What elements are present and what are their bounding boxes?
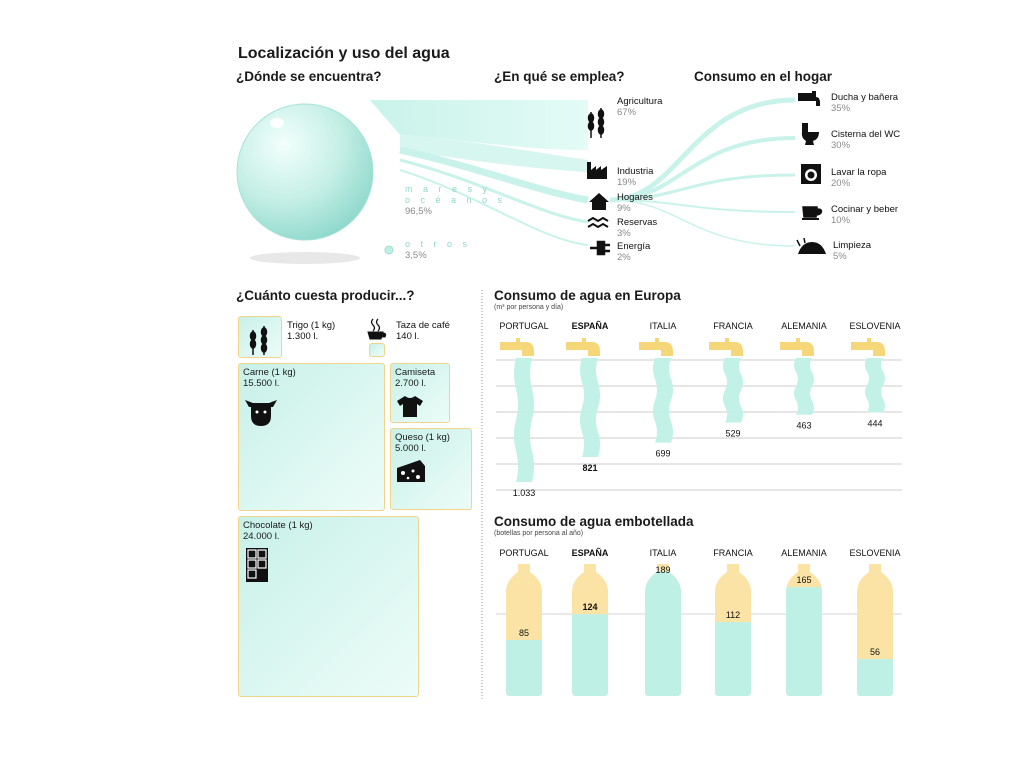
oceans-label-2: o c é a n o s [405, 195, 507, 205]
value-label: 165 [796, 575, 812, 586]
water-stream-bar [580, 358, 600, 457]
use-value: 9% [617, 203, 631, 214]
tap-mark [500, 338, 534, 356]
oceans-label: m a r e s y [405, 184, 492, 194]
section-home-title: Consumo en el hogar [694, 69, 833, 84]
bottle-fill-bar [504, 640, 544, 696]
water-stream-bar [514, 358, 534, 482]
cost-label: Queso (1 kg) [395, 432, 450, 443]
category-label: ESLOVENIA [849, 548, 901, 558]
cost-value: 24.000 l. [243, 531, 280, 542]
wheat-icon [585, 104, 610, 140]
oceans-value: 96,5% [405, 206, 432, 217]
section-cost-title: ¿Cuánto cuesta producir...? [236, 288, 415, 303]
bottle-fill-bar [855, 659, 895, 696]
home-use-label: Cocinar y beber [831, 204, 899, 215]
chocolate-tile [238, 516, 419, 697]
cost-label: Camiseta [395, 367, 436, 378]
others-value: 3,5% [405, 250, 427, 261]
house-icon [588, 192, 610, 211]
water-stream-bar [723, 358, 743, 423]
cost-label: Taza de café [396, 320, 450, 331]
europe-chart-title: Consumo de agua en Europa [494, 288, 681, 303]
value-label: 1.033 [512, 488, 536, 499]
tap-mark [851, 338, 885, 356]
use-label: Agricultura [617, 96, 663, 107]
category-label: ESPAÑA [571, 548, 609, 558]
tap-mark [639, 338, 673, 356]
bottled-water-chart [490, 558, 910, 703]
cow-icon [243, 396, 279, 428]
value-label: 529 [725, 428, 741, 439]
value-label: 463 [796, 420, 812, 431]
use-label: Energía [617, 241, 651, 252]
category-label: ESPAÑA [571, 321, 609, 331]
waves-icon [587, 217, 609, 233]
bottled-chart-title: Consumo de agua embotellada [494, 514, 694, 529]
wheat-icon [245, 322, 275, 356]
ocean-sphere [237, 104, 373, 240]
section-where-title: ¿Dónde se encuentra? [236, 69, 382, 84]
category-label: PORTUGAL [499, 321, 549, 331]
use-label: Industria [617, 166, 654, 177]
use-value: 3% [617, 228, 631, 239]
home-use-value: 35% [831, 103, 851, 114]
category-label: ESLOVENIA [849, 321, 901, 331]
category-label: PORTUGAL [499, 548, 549, 558]
category-label: ALEMANIA [781, 321, 827, 331]
category-label: ITALIA [649, 548, 677, 558]
home-use-label: Ducha y bañera [831, 92, 899, 103]
bottle-fill-bar [713, 622, 753, 696]
cost-value: 5.000 l. [395, 443, 427, 454]
home-use-label: Limpieza [833, 240, 872, 251]
chocolate-icon [245, 547, 269, 583]
value-label: 821 [582, 463, 598, 474]
cost-value: 15.500 l. [243, 378, 280, 389]
home-use-value: 10% [831, 215, 851, 226]
value-label: 112 [725, 610, 741, 621]
cost-label: Trigo (1 kg) [287, 320, 336, 331]
wheat-tile [238, 316, 282, 358]
cheese-icon [396, 459, 426, 483]
home-use-value: 30% [831, 140, 851, 151]
tap-mark [566, 338, 600, 356]
home-use-label: Cisterna del WC [831, 129, 901, 140]
cost-value: 1.300 l. [287, 331, 319, 342]
home-use-value: 20% [831, 178, 851, 189]
value-label: 699 [655, 448, 671, 459]
use-value: 19% [617, 177, 637, 188]
meat-tile [238, 363, 385, 511]
tap-mark [780, 338, 814, 356]
bottle-fill-bar [570, 614, 610, 696]
category-label: FRANCIA [713, 321, 753, 331]
bottled-chart-subtitle: (botellas por persona al año) [494, 530, 584, 537]
section-divider [480, 290, 484, 700]
europe-chart-subtitle: (m³ por persona y día) [494, 304, 564, 311]
tshirt-icon [396, 394, 424, 418]
value-label: 444 [867, 418, 883, 429]
use-label: Reservas [617, 217, 658, 228]
cheese-tile [390, 428, 472, 510]
value-label: 56 [869, 647, 881, 658]
home-use-label: Lavar la ropa [831, 167, 887, 178]
use-value: 67% [617, 107, 637, 118]
cleaning-icon [796, 238, 828, 256]
value-label: 124 [582, 602, 598, 613]
section-use-title: ¿En qué se emplea? [494, 69, 625, 84]
tap-mark [709, 338, 743, 356]
use-label: Hogares [617, 192, 653, 203]
home-use-value: 5% [833, 251, 847, 262]
value-label: 189 [655, 565, 671, 575]
page-title: Localización y uso del agua [238, 45, 450, 62]
water-stream-bar [653, 358, 673, 443]
water-stream-bar [794, 358, 814, 415]
use-value: 2% [617, 252, 631, 263]
coffee-tile [369, 343, 385, 357]
factory-icon [586, 160, 610, 180]
category-label: FRANCIA [713, 548, 753, 558]
tshirt-tile [390, 363, 450, 423]
europe-consumption-chart [490, 330, 910, 510]
bottle-fill-bar [784, 587, 824, 696]
coffee-cup-icon [366, 318, 388, 342]
toilet-icon [799, 122, 821, 146]
category-label: ITALIA [649, 321, 677, 331]
others-label: o t r o s [405, 239, 472, 249]
faucet-icon [796, 89, 822, 107]
plug-icon [590, 240, 612, 256]
bottle-fill-bar [643, 571, 683, 696]
cost-value: 140 l. [396, 331, 420, 342]
category-label: ALEMANIA [781, 548, 827, 558]
value-label: 85 [518, 627, 530, 638]
water-stream-bar [865, 358, 885, 412]
washing-machine-icon [800, 163, 822, 185]
cost-label: Carne (1 kg) [243, 367, 296, 378]
cup-icon [802, 205, 824, 221]
cost-value: 2.700 l. [395, 378, 427, 389]
cost-label: Chocolate (1 kg) [243, 520, 313, 531]
